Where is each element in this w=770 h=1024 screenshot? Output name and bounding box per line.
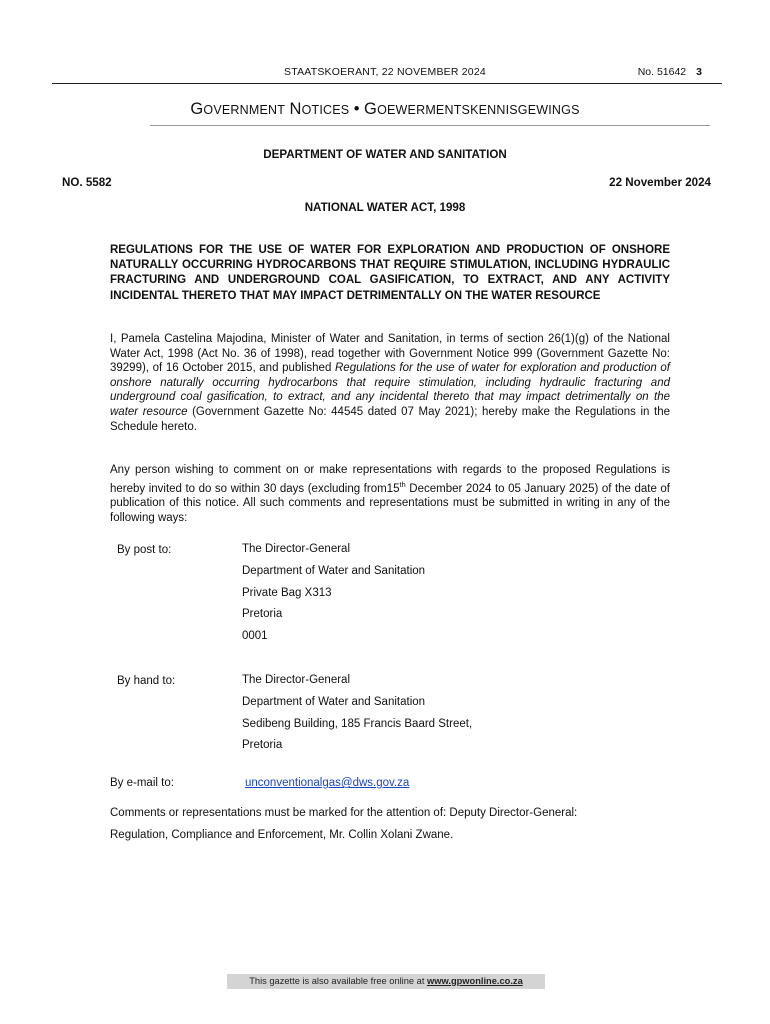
hand-address-line: Pretoria bbox=[242, 739, 283, 752]
gazette-number-text: No. 51642 bbox=[637, 66, 687, 78]
email-link[interactable]: unconventionalgas@dws.gov.za bbox=[245, 777, 410, 789]
paragraph-comments-part1: Any person wishing to comment on or make representations with regards to the proposed Regulations is hereby invited to do so within 30 days (excluding from15 bbox=[110, 464, 670, 495]
section-title-oewerments: OEWERMENTSKENNISGEWINGS bbox=[377, 103, 580, 117]
section-title-otices: OTICES bbox=[301, 103, 350, 117]
act-title: NATIONAL WATER ACT, 1998 bbox=[304, 201, 466, 214]
regulation-title: REGULATIONS FOR THE USE OF WATER FOR EXPLORATION AND PRODUCTION OF ONSHORE NATURALLY OCCURRING HYDROCARBONS THAT REQUIRE STIMULATION, INCLUDING HYDRAULIC FRACTURING AND UNDERGROUND COAL GASIFICATION, TO EXTRACT, AND ANY ACTIVITY INCIDENTAL THERETO THAT MAY IMPACT DETRIMENTALLY ON THE WATER RESOURCE bbox=[110, 244, 670, 302]
paragraph-minister-regulations-italic: Regulations for the use of water for exploration and production of onshore naturally occurring hydrocarbons that require stimulation, including hydraulic fracturing and underground coal gasification, to extract, and any incidental thereto that may impact detrimentally on the water resource bbox=[110, 362, 670, 418]
footer-website-link[interactable]: www.gpwonline.co.za bbox=[427, 976, 523, 986]
paragraph-minister-part1: I, Pamela Castelina Majodina, Minister of Water and Sanitation, in terms of section 26(1)(g) of the National Water Act, 1998 (Act No. 36 of 1998), read together with Government Notice 999 (Government Gazette No: 39299), of 16 October 2015, and published bbox=[110, 333, 670, 375]
footer-text: This gazette is also available free online at bbox=[249, 976, 428, 986]
closing-line-2: Regulation, Compliance and Enforcement, Mr. Collin Xolani Zwane. bbox=[110, 829, 454, 841]
post-address-line: Private Bag X313 bbox=[242, 586, 332, 599]
section-title-bullet: • bbox=[353, 100, 360, 118]
post-address bbox=[242, 539, 425, 648]
post-address-line: The Director-General bbox=[242, 543, 351, 555]
gazette-date-header: STAATSKOERANT, 22 NOVEMBER 2024 bbox=[284, 66, 486, 78]
paragraph-comments bbox=[110, 463, 670, 525]
post-address-line: 0001 bbox=[242, 630, 268, 643]
paragraph-comments-sup: th bbox=[399, 479, 406, 489]
header-divider bbox=[52, 83, 722, 84]
paragraph-comments-part2: December 2024 to 05 January 2025) of the date of publication of this notice. All such comments and representations must be submitted in writing in any of the following ways: bbox=[110, 482, 670, 524]
post-address-line: Department of Water and Sanitation bbox=[242, 564, 426, 577]
hand-address-line: Sedibeng Building, 185 Francis Baard Street, bbox=[242, 717, 473, 730]
notice-date: 22 November 2024 bbox=[609, 176, 711, 189]
page-number: 3 bbox=[696, 66, 702, 78]
closing-line-1: Comments or representations must be marked for the attention of: Deputy Director-General: bbox=[110, 807, 578, 819]
section-title-g2: G bbox=[364, 100, 378, 118]
notice-number: NO. 5582 bbox=[62, 176, 112, 189]
section-title bbox=[0, 100, 770, 119]
post-address-line: Pretoria bbox=[242, 608, 283, 621]
section-title-n: N bbox=[289, 100, 302, 118]
by-hand-label: By hand to: bbox=[117, 675, 176, 687]
hand-address bbox=[242, 670, 472, 757]
hand-address-line: Department of Water and Sanitation bbox=[242, 695, 426, 708]
department-heading: DEPARTMENT OF WATER AND SANITATION bbox=[263, 148, 507, 161]
paragraph-minister-part2: (Government Gazette No: 44545 dated 07 May 2021); hereby make the Regulations in the Schedule hereto. bbox=[110, 405, 670, 433]
hand-address-line: The Director-General bbox=[242, 674, 351, 686]
section-title-overnment: OVERNMENT bbox=[203, 103, 286, 117]
by-email-label: By e-mail to: bbox=[110, 777, 174, 789]
section-title-g: G bbox=[190, 100, 204, 118]
by-post-label: By post to: bbox=[117, 544, 172, 556]
paragraph-minister bbox=[110, 332, 670, 434]
section-title-divider bbox=[150, 125, 710, 126]
gazette-number bbox=[638, 66, 702, 78]
footer-banner bbox=[227, 974, 545, 989]
